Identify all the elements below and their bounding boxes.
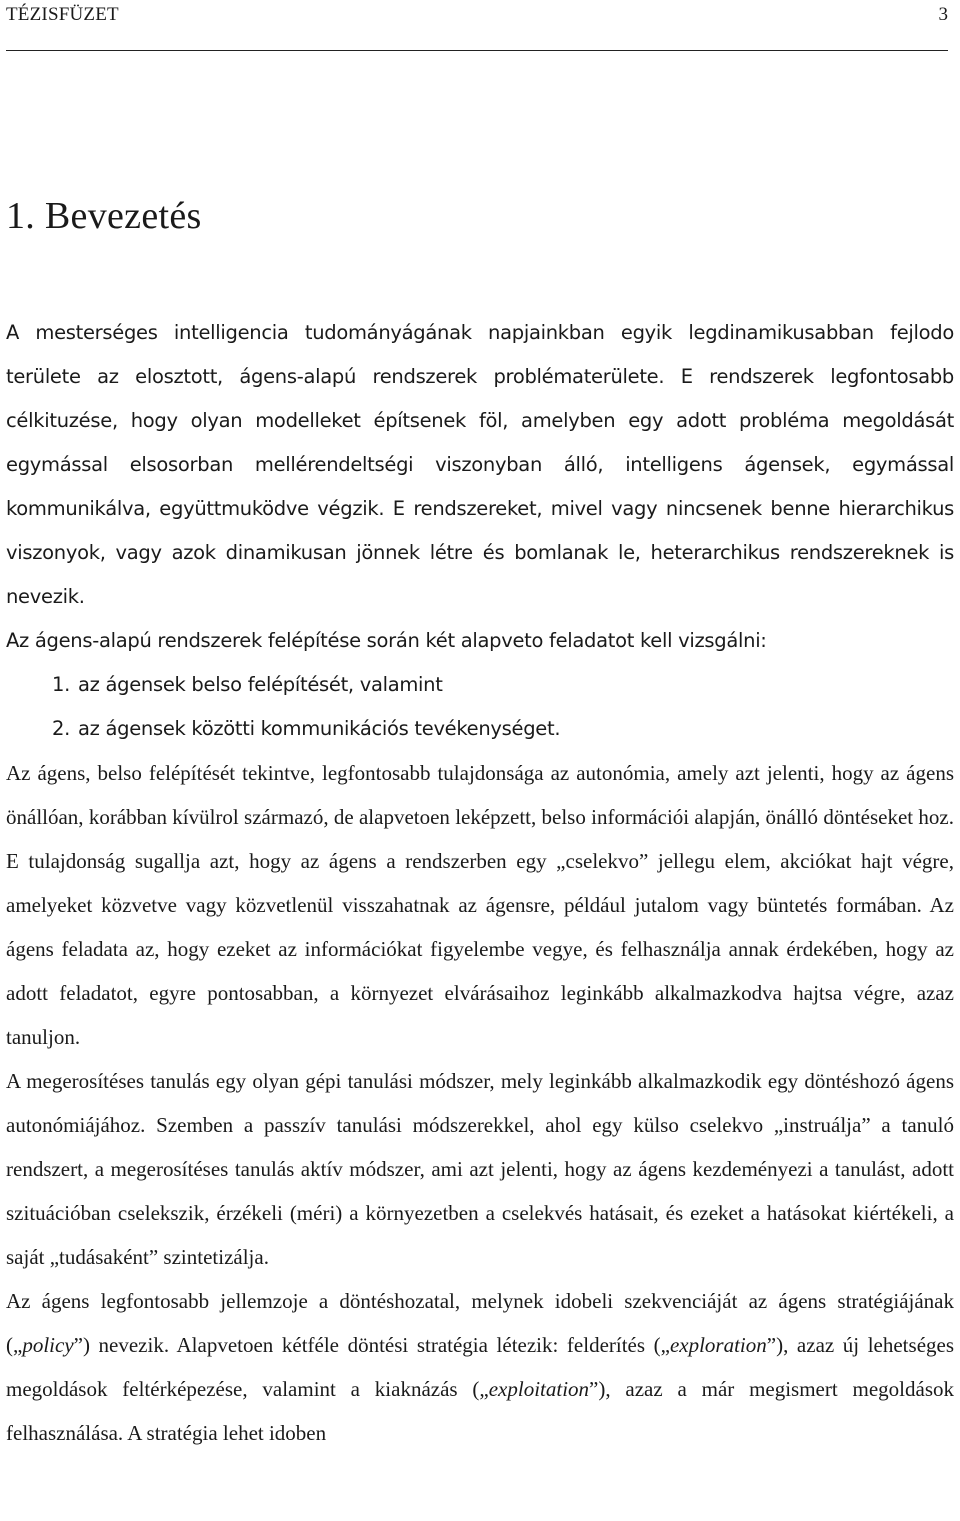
term-exploration: exploration bbox=[669, 1333, 767, 1357]
list-item-text: az ágensek belso felépítését, valamint bbox=[78, 673, 443, 696]
strategy-text-b: ”) nevezik. Alapvetoen kétféle döntési stratégia létezik: felderítés („ bbox=[73, 1333, 670, 1357]
list-item-text: az ágensek közötti kommunikációs tevékenységet. bbox=[78, 717, 561, 740]
list-item bbox=[6, 663, 954, 707]
list-item-number: 1. bbox=[51, 673, 70, 696]
chapter-title: 1. Bevezetés bbox=[6, 195, 202, 237]
list-item bbox=[6, 707, 954, 751]
header-page-number: 3 bbox=[938, 4, 948, 25]
paragraph-reinforcement-learning: A megerosítéses tanulás egy olyan gépi tanulási módszer, mely leginkább alkalmazkodik egy döntéshozó ágens autonómiájához. Szemben a passzív tanulási módszerekkel, ahol egy külso cselekvo „instruálja” a tanuló rendszert, a megerosítéses tanulás aktív módszer, ami azt jelenti, hogy az ágens kezdeményezi a tanulást, adott szituációban cselekszik, érzékeli (méri) a környezetben a cselekvés hatásait, és ezeket a hatásokat kiértékeli, a saját „tudásaként” szintetizálja. bbox=[6, 1069, 954, 1269]
paragraph-intro: A mesterséges intelligencia tudományágának napjainkban egyik legdinamikusabban fejlodo területe az elosztott, ágens-alapú rendszerek problématerülete. E rendszerek legfontosabb célkituzése, hogy olyan modelleket építsenek föl, amelyben egy adott probléma megoldását egymással elsosorban mellérendeltségi viszonyban álló, intelligens ágensek, egymással kommunikálva, együttmuködve végzik. E rendszereket, mivel vagy nincsenek benne hierarchikus viszonyok, vagy azok dinamikusan jönnek létre és bomlanak le, heterarchikus rendszereknek is nevezik. bbox=[6, 321, 954, 608]
term-policy: policy bbox=[22, 1333, 74, 1357]
strategy-text-a: Az ágens legfontosabb jellemzoje a döntéshozatal, melynek idobeli szekvenciáját az ágens stratégiájának („ bbox=[6, 1289, 954, 1357]
strategy-text-d: ”), azaz a már megismert megoldások felhasználása. A stratégia lehet idoben bbox=[6, 1377, 954, 1445]
body-text bbox=[6, 311, 954, 1455]
header-title: TÉZISFÜZET bbox=[6, 4, 119, 25]
strategy-text-c: ”), azaz új lehetséges megoldások feltérképezése, valamint a kiaknázás („ bbox=[6, 1333, 955, 1401]
list-item-number: 2. bbox=[51, 717, 70, 740]
paragraph-autonomy: Az ágens, belso felépítését tekintve, legfontosabb tulajdonsága az autonómia, amely azt jelenti, hogy az ágens önállóan, korábban kívülrol származó, de alapvetoen leképzett, belso információi alapján, önálló döntéseket hoz. E tulajdonság sugallja azt, hogy az ágens a rendszerben egy „cselekvo” jellegu elem, akciókat hajt végre, amelyeket közvetve vagy közvetlenül visszahatnak az ágensre, például jutalom vagy büntetés formában. Az ágens feladata az, hogy ezeket az információkat figyelembe vegye, és felhasználja annak érdekében, hogy az adott feladatot, egyre pontosabban, a környezet elvárásaihoz leginkább alkalmazkodva hajtsa végre, azaz tanuljon. bbox=[6, 761, 954, 1049]
task-list bbox=[6, 663, 954, 751]
paragraph-tasks: Az ágens-alapú rendszerek felépítése során két alapveto feladatot kell vizsgálni: bbox=[6, 629, 767, 652]
term-exploitation: exploitation bbox=[488, 1377, 590, 1401]
paragraph-strategy bbox=[6, 1279, 954, 1455]
running-header bbox=[6, 2, 948, 51]
